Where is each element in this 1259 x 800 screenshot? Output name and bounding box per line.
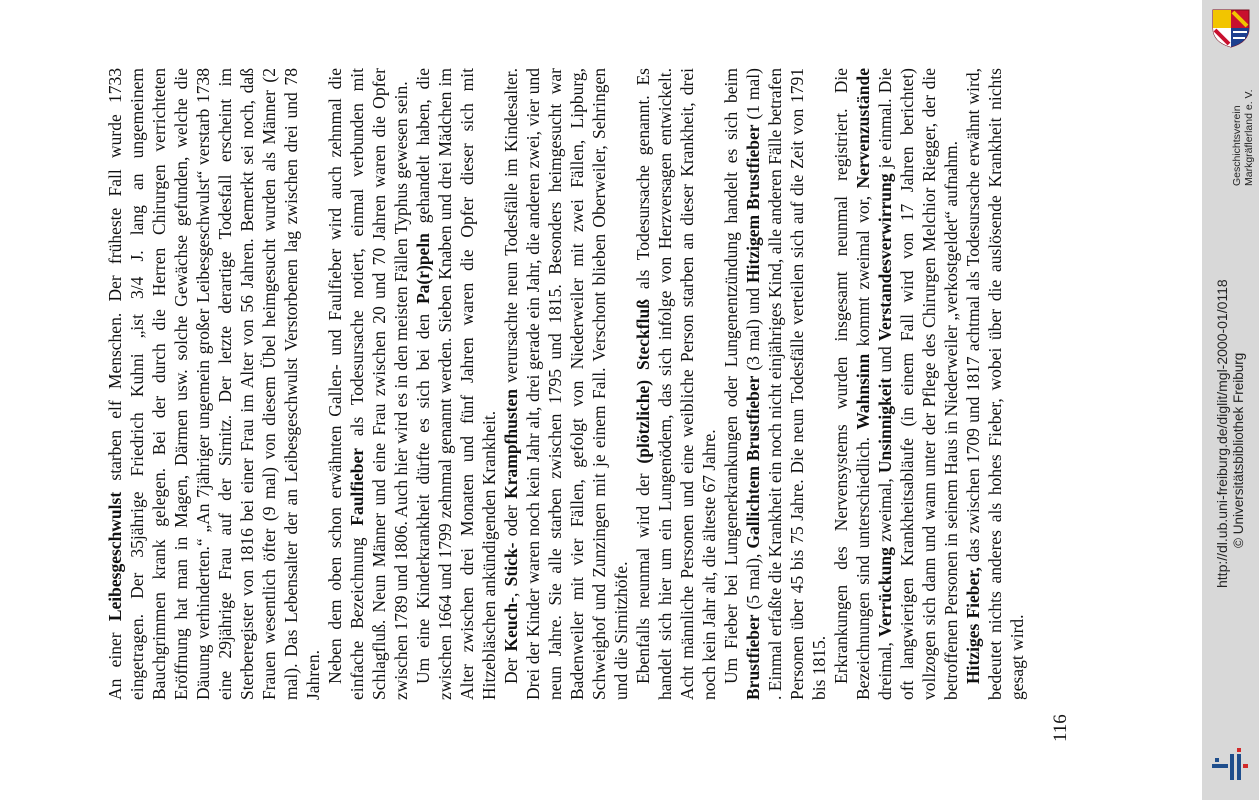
text-run: An einer [105,621,125,700]
bold-term: Steckfluß [633,299,653,371]
paragraph [412,68,500,700]
bold-term: Keuch- [501,597,521,652]
bold-term: Hitzigem Brustfieber [743,124,763,283]
bold-term: Brustfieber [743,614,763,700]
bold-term: Stick- [501,542,521,587]
coat-of-arms-icon [1209,8,1253,48]
bold-term: Leibesgeschwulst [105,491,125,622]
paragraph [720,68,830,700]
bold-term: (plötzliche) [633,379,653,464]
paragraph [500,68,632,700]
bold-term: Unsinnigkeit [875,377,895,474]
copyright-notice: © Universitätsbibliothek Freiburg [1231,352,1246,548]
viewer-sidebar [1202,0,1259,800]
paragraph [104,68,324,700]
text-run: und [875,341,895,378]
paragraph [962,68,1028,700]
text-run: Um eine Kinderkrankheit dürfte es sich bei den [413,304,433,684]
text-run: (3 mal) und [743,282,763,376]
bold-term: Nervenzustände [853,68,873,189]
publisher-name-line2: Markgräflerland e. V. [1243,89,1255,186]
source-url-link[interactable]: http://dl.ub.uni-freiburg.de/diglit/mgl-2000-01/0118 [1214,279,1230,588]
bold-term: Verrückung [875,547,895,637]
text-run: zweimal, [875,473,895,548]
body-text [104,68,1028,700]
text-run: als Todesursache genannt. Es handelt sich hier um ein Lungenödem, das sich infolge von Herzversagen entwickelt. Acht männliche Personen und eine weibliche Person starben an dieser Krankheit, drei noch kein Jahr alt, die älteste 67 Jahre. [633,68,719,700]
library-logo-icon [1211,746,1249,784]
text-run: (1 mal) . Einmal erfaßte die Krankheit ein noch nicht einjähriges Kind, alle anderen Fälle betrafen Personen über 45 bis 75 Jahre. Die neun Todesfälle verteilen sich auf die Zeit von 1791 bis 1815. [743,68,829,700]
paragraph [632,68,720,700]
text-run: Um Fieber bei Lungenerkrankungen oder Lungenentzündung handelt es sich beim [721,68,741,684]
bold-term: Gallichtem Brustfieber [743,375,763,549]
text-run: Der [501,651,521,684]
bold-term: Wahnsinn [853,353,873,430]
text-run: als Todesursache notiert, einmal verbunden mit Schlagfluß. Neun Männer und eine Frau zwischen 20 und 70 Jahren waren die Opfer zwischen 1789 und 1806. Auch hier wird es in den meisten Fällen Typhus gewesen sein. [347,68,411,700]
paragraph [830,68,962,700]
text-run: das zwischen 1709 und 1817 achtmal als Todesursache erwähnt wird, bedeutet nichts anderes als hohes Fieber, wobei über die auslösende Krankheit nichts gesagt wird. [963,68,1027,700]
text-run: oder [501,498,521,543]
text-run: Neben dem oben schon erwähnten Gallen- und Faulfieber wird auch zehnmal die einfache Bezeichnung [325,68,367,700]
text-run: dreimal, [875,636,895,700]
text-run: kommt zweimal vor, [853,188,873,354]
text-run: verursachte neun Todesfälle im Kindesalter. Drei der Kinder waren noch kein Jahr alt, drei gerade ein Jahr, die anderen zwei, vier und neun Jahre. Sie alle starben zwischen 1795 und 1815. Besonders heimgesucht war Badenweiler mit vier Fällen, gefolgt von Niederweiler mit zwei Fällen, Lipburg, Schweighof und Zunzingen mit je einem Fall. Verschont blieben Oberweiler, Sehringen und die Sirnitzhöfe. [501,68,631,700]
text-run: starben elf Menschen. Der früheste Fall wurde 1733 eingetragen. Der 35jährige Friedrich Kuhni „ist 3/4 J. lang an ungemeinem Bauchgrimmen krank gelegen. Bei der durch die Herren Chirurgen verrichteten Eröffnung hat man in Magen, Därmen usw. solche Gewächse gefunden, welche die Däuung verhinderten.“ „An 7jähriger ungemein großer Leibesgeschwulst“ verstarb 1738 eine 29jährige Frau auf der Sirnitz. Der letzte derartige Todesfall erscheint im Sterberegister von 1816 bei einer Frau im Alter von 56 Jahren. Bemerkt sei noch, daß Frauen wesentlich öfter (9 mal) von diesem Übel heimgesucht wurden als Männer (2 mal). Das Lebensalter der an Leibesgeschwulst Verstorbenen lag zwischen drei und 78 Jahren. [105,68,323,700]
bold-term: Faulfieber [347,447,367,526]
bold-term: Krampfhusten [501,389,521,499]
bold-term: Pa(r)peln [413,233,433,305]
text-run: (5 mal), [743,548,763,615]
text-run: Erkrankungen des Nervensystems wurden insgesamt neunmal registriert. Die Bezeichnungen sind unterschiedlich. [831,68,873,700]
publisher-name-line1: Geschichtsverein [1231,105,1243,186]
text-run: gehandelt haben, die zwischen 1664 und 1799 zehnmal genannt werden. Sieben Knaben und drei Mädchen im Alter zwischen drei Monaten und fünf Jahren waren die Opfer dieser sich mit Hitzebläschen ankündigenden Krankheit. [413,68,499,700]
bold-term: Hitziges Fieber, [963,567,983,684]
page-number: 116 [1050,714,1071,742]
text-run: je einmal. Die oft langwierigen Krankheitsabläufe (in einem Fall wird von 17 Jahren berichtet) vollzogen sich dann und wann unter der Pflege des Chirurgen Melchior Riegger, der die betroffenen Personen in seinem Haus in Niederweiler „verkostgeldet“ aufnahm. [875,68,961,700]
paragraph [324,68,412,700]
text-run: , [501,586,521,598]
bold-term: Verstandesverwirrung [875,173,895,342]
text-run: Ebenfalls neunmal wird der [633,463,653,684]
text-run [633,370,653,380]
